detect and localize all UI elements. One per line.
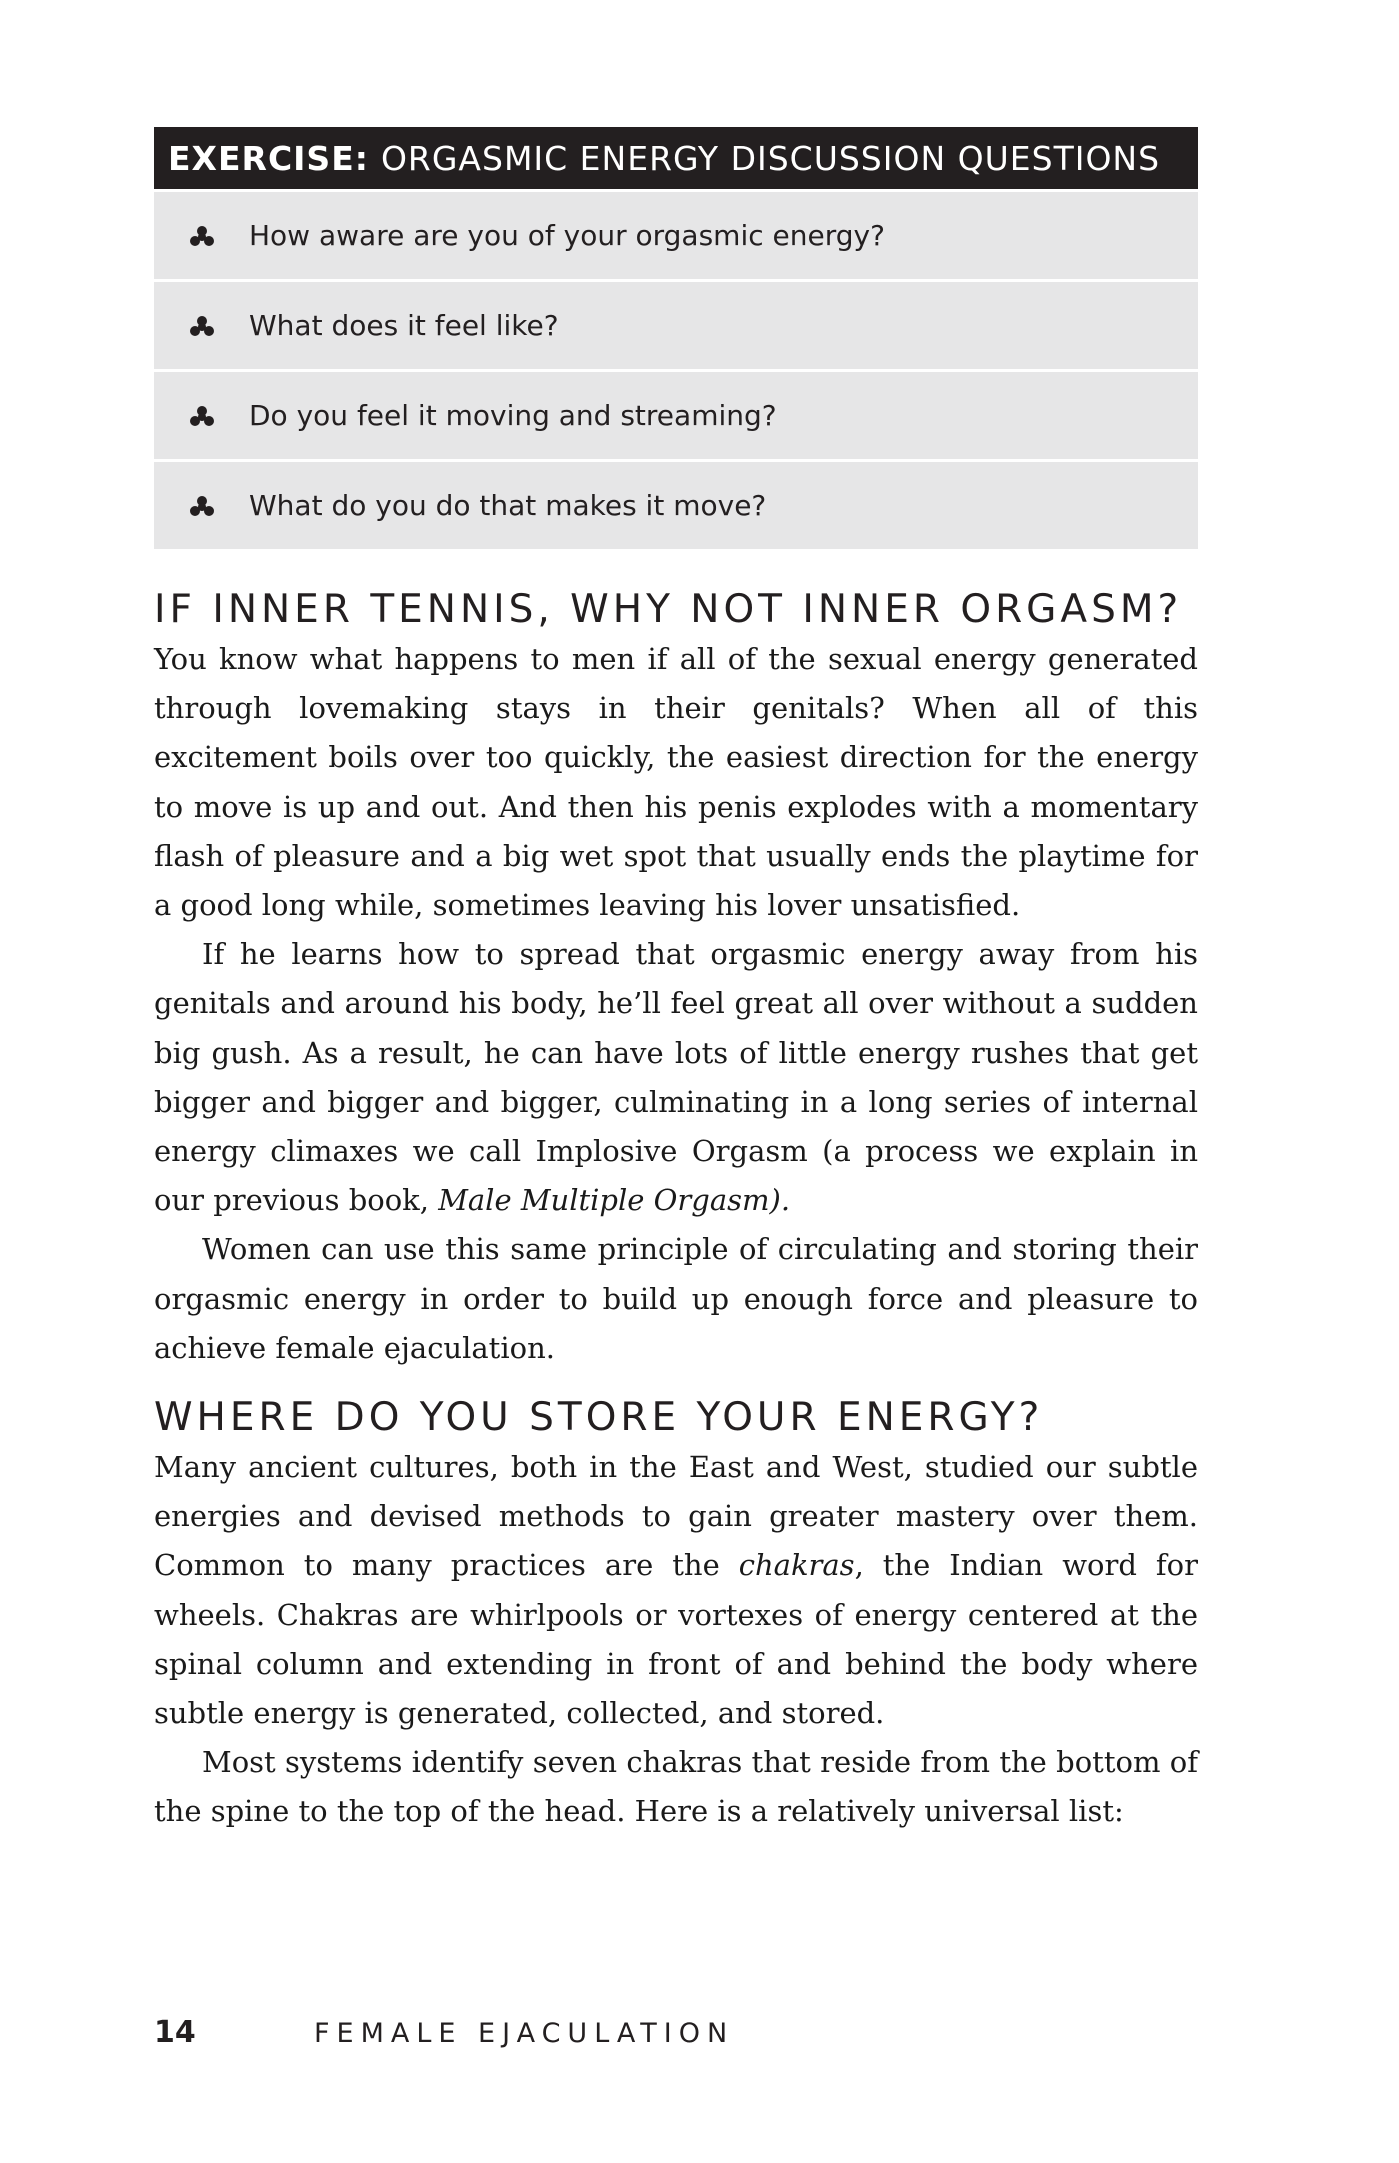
paragraph-text: If he learns how to spread that orgasmic energy away from his genitals and around his body, he’ll feel great all over without a sudden big gush. As a result, he can have lots of little energy rushes that get bigger and bigger and bigger, culminating in a long series of internal energy climaxes we call Implosive Orgasm (a process we explain in our previous book, [154, 937, 1198, 1218]
trefoil-bullet-icon [187, 311, 217, 341]
question-text: How aware are you of your orgasmic energy? [249, 219, 885, 252]
paragraph [154, 1443, 1198, 1738]
question-text: Do you feel it moving and streaming? [249, 399, 777, 432]
exercise-title: ORGASMIC ENERGY DISCUSSION QUESTIONS [380, 138, 1161, 178]
exercise-question [154, 282, 1198, 369]
exercise-question [154, 192, 1198, 279]
exercise-question [154, 462, 1198, 549]
trefoil-bullet-icon [187, 221, 217, 251]
paragraph-text: , the Indian word for wheels. Chakras are whirlpools or vortexes of energy centered at the spinal column and extending in front of and behind the body where subtle energy is generated, collected, and stored. [154, 1548, 1198, 1731]
book-title: Male Multiple Orgasm). [438, 1183, 791, 1218]
exercise-box [154, 127, 1198, 549]
trefoil-bullet-icon [187, 401, 217, 431]
paragraph-text: Many ancient cultures, both in the East and West, studied our subtle energies and devised methods to gain greater mastery over them. Common to many practices are the [154, 1450, 1198, 1583]
paragraph [154, 930, 1198, 1225]
term-chakras: chakras [738, 1548, 855, 1583]
paragraph: Women can use this same principle of circulating and storing their orgasmic energy in order to build up enough force and pleasure to achieve female ejaculation. [154, 1232, 1198, 1365]
page-footer [154, 2015, 734, 2050]
exercise-header [154, 127, 1198, 189]
paragraph: You know what happens to men if all of the sexual energy generated through lovemaking stays in their genitals? When all of this excitement boils over too quickly, the easiest direction for the energy to move is up and out. And then his penis explodes with a momentary flash of pleasure and a big wet spot that usually ends the playtime for a good long while, sometimes leaving his lover unsatisfied. [154, 642, 1198, 923]
running-title: FEMALE EJACULATION [314, 2018, 735, 2049]
section-heading-store-energy: WHERE DO YOU STORE YOUR ENERGY? [154, 1395, 1044, 1441]
page-number: 14 [154, 2015, 196, 2050]
question-text: What do you do that makes it move? [249, 489, 767, 522]
trefoil-bullet-icon [187, 491, 217, 521]
paragraph: Most systems identify seven chakras that reside from the bottom of the spine to the top of the head. Here is a relatively universal list: [154, 1745, 1198, 1829]
page-body [154, 585, 1198, 1837]
exercise-label: EXERCISE: [168, 138, 369, 178]
section-heading-inner-orgasm: IF INNER TENNIS, WHY NOT INNER ORGASM? [154, 587, 1183, 632]
question-text: What does it feel like? [249, 309, 559, 342]
exercise-question [154, 372, 1198, 459]
